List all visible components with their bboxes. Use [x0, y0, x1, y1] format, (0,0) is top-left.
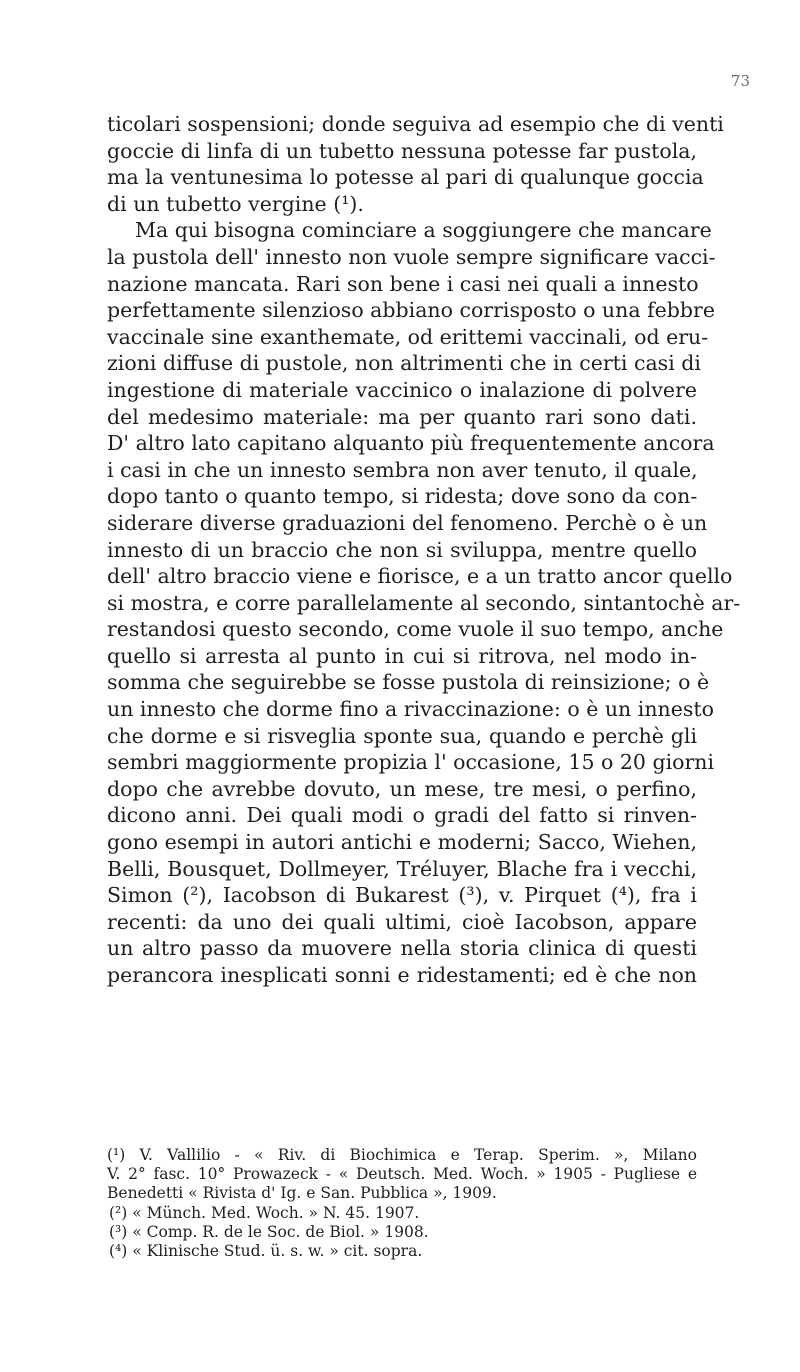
body-line: dicono anni. Dei quali modi o gradi del fatto si rinven- [107, 803, 697, 828]
body-line: nazione mancata. Rari son bene i casi nei quali a innesto [107, 271, 699, 296]
footnotes [107, 1146, 697, 1261]
body-line: un innesto che dorme fino a rivaccinazione: o è un innesto [107, 697, 714, 722]
body-line: goccie di linfa di un tubetto nessuna potesse far pustola, [107, 138, 697, 163]
body-line: sembri maggiormente propizia l' occasione, 15 o 20 giorni [107, 750, 715, 775]
body-line: zioni diffuse di pustole, non altrimenti che in certi casi di [107, 351, 701, 376]
footnote-line: (¹) V. Vallilio - « Riv. di Biochimica e Terap. Sperim. », Milano [107, 1146, 697, 1164]
footnote-line: (³) « Comp. R. de le Soc. de Biol. » 1908. [109, 1222, 429, 1241]
body-line: del medesimo materiale: ma per quanto rari sono dati. [107, 404, 697, 429]
body-line: si mostra, e corre parallelamente al secondo, sintantochè ar- [107, 590, 741, 615]
footnote-line: (⁴) « Klinische Stud. ü. s. w. » cit. sopra. [109, 1241, 423, 1260]
body-line: quello si arresta al punto in cui si ritrova, nel modo in- [107, 643, 697, 668]
body-line: dopo tanto o quanto tempo, si ridesta; dove sono da con- [107, 484, 698, 509]
body-line: i casi in che un innesto sembra non aver tenuto, il quale, [107, 457, 698, 482]
body-line: che dorme e si risveglia sponte sua, quando e perchè gli [107, 723, 697, 748]
body-line: Ma qui bisogna cominciare a soggiungere che mancare [135, 218, 712, 243]
body-line: ingestione di materiale vaccinico o inalazione di polvere [107, 377, 697, 402]
footnote-line: (²) « Münch. Med. Woch. » N. 45. 1907. [109, 1203, 420, 1222]
body-line: siderare diverse graduazioni del fenomeno. Perchè o è un [107, 510, 708, 535]
body-line: vaccinale sine exanthemate, od erittemi vaccinali, od eru- [107, 324, 709, 349]
body-line: perancora inesplicati sonni e ridestamenti; ed è che non [107, 963, 697, 987]
body-line: ma la ventunesima lo potesse al pari di qualunque goccia [107, 165, 704, 190]
body-line: D' altro lato capitano alquanto più frequentemente ancora [107, 431, 715, 456]
body-line: dell' altro braccio viene e fiorisce, e a un tratto ancor quello [107, 564, 733, 589]
body-line: la pustola dell' innesto non vuole sempre significare vacci- [107, 244, 716, 269]
body-text [107, 111, 741, 989]
page-number: 73 [730, 72, 750, 90]
body-line: perfettamente silenzioso abbiano corrisposto o una febbre [107, 298, 715, 323]
footnote-line: V. 2° fasc. 10° Prowazeck - « Deutsch. Med. Woch. » 1905 - Pugliese e [107, 1165, 697, 1184]
body-line: Belli, Bousquet, Dollmeyer, Tréluyer, Blache fra i vecchi, [107, 856, 697, 881]
body-line: restandosi questo secondo, come vuole il suo tempo, anche [107, 617, 724, 642]
body-line: ticolari sospensioni; donde seguiva ad esempio che di venti [107, 112, 724, 136]
body-line: innesto di un braccio che non si sviluppa, mentre quello [107, 537, 697, 562]
footnote-line: Benedetti « Rivista d' Ig. e San. Pubblica », 1909. [107, 1184, 497, 1203]
body-line: somma che seguirebbe se fosse pustola di reinsizione; o è [107, 670, 710, 695]
body-line: dopo che avrebbe dovuto, un mese, tre mesi, o perfino, [107, 776, 697, 801]
body-line: recenti: da uno dei quali ultimi, cioè Iacobson, appare [107, 909, 697, 934]
body-line: un altro passo da muovere nella storia clinica di questi [107, 936, 697, 961]
body-line: di un tubetto vergine (¹). [107, 191, 364, 216]
body-line: gono esempi in autori antichi e moderni; Sacco, Wiehen, [107, 830, 697, 855]
body-line: Simon (²), Iacobson di Bukarest (³), v. Pirquet (⁴), fra i [107, 883, 697, 908]
